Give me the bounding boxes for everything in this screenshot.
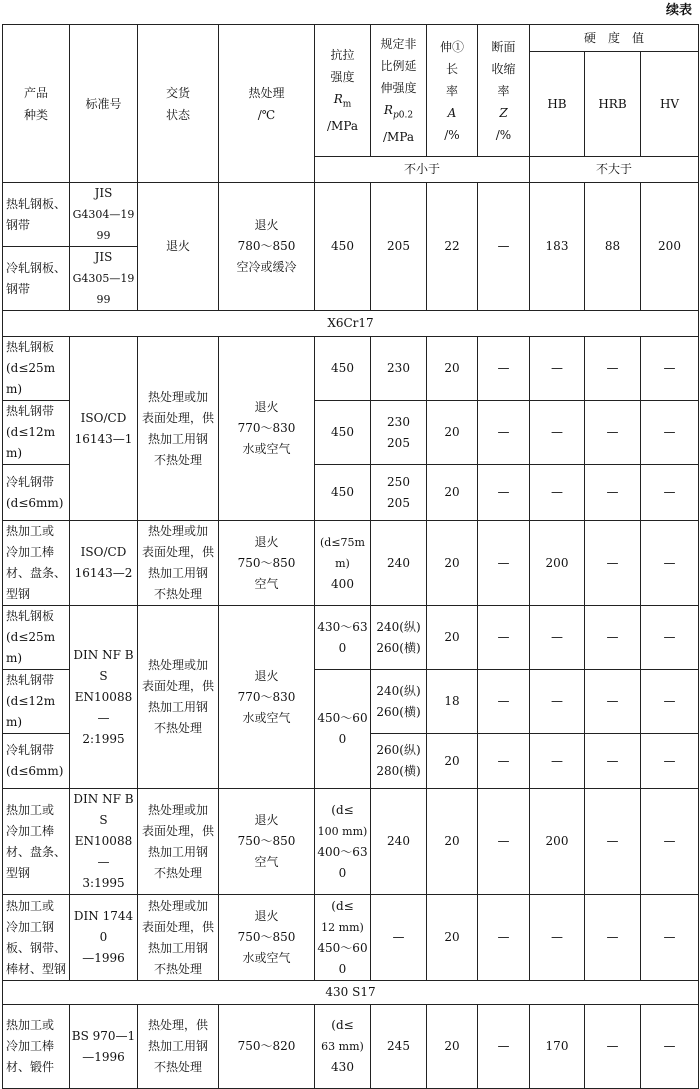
standard-cell: DIN 17440 —1996 xyxy=(70,895,138,981)
reduction-cell: — xyxy=(478,183,530,311)
standard-cell: ISO/CD 16143—2 xyxy=(70,521,138,606)
rp-cell: 205 xyxy=(371,183,427,311)
delivery-cell: 热处理或加 表面处理，供 热加工用钢 不热处理 xyxy=(138,606,219,789)
heat-treatment-cell: 退火 750～850 水或空气 xyxy=(219,895,315,981)
heat-treatment-cell: 退火 750～850 空气 xyxy=(219,789,315,895)
rp-cell: 240(纵) 260(横) xyxy=(371,670,427,734)
section-title-430s17: 430 S17 xyxy=(3,981,699,1005)
rp-cell: — xyxy=(371,895,427,981)
hv-cell: — xyxy=(641,789,699,895)
header-tensile-strength: 抗拉 强度 $R_m$ /MPa xyxy=(315,25,371,157)
table-row xyxy=(3,789,699,895)
hv-cell: — xyxy=(641,606,699,670)
section-row xyxy=(3,311,699,337)
rm-cell: (d≤75mm) 400 xyxy=(315,521,371,606)
table-row xyxy=(3,895,699,981)
hrb-cell: 88 xyxy=(585,183,641,311)
hv-cell: — xyxy=(641,465,699,521)
product-cell: 冷轧钢板、 钢带 xyxy=(3,247,70,311)
hb-cell: — xyxy=(530,670,585,734)
product-cell: 热加工或 冷加工棒 材、盘条、 型钢 xyxy=(3,521,70,606)
hv-cell: 200 xyxy=(641,183,699,311)
standard-cell: BS 970—1 —1996 xyxy=(70,1005,138,1089)
rp-cell: 230 205 xyxy=(371,401,427,465)
header-hardness: 硬 度 值 xyxy=(530,25,699,52)
hb-cell: 170 xyxy=(530,1005,585,1089)
rp-cell: 240(纵) 260(横) xyxy=(371,606,427,670)
hv-cell: — xyxy=(641,734,699,789)
hv-cell: — xyxy=(641,1005,699,1089)
rp-cell: 260(纵) 280(横) xyxy=(371,734,427,789)
hrb-cell: — xyxy=(585,521,641,606)
product-cell: 热加工或 冷加工棒 材、盘条、 型钢 xyxy=(3,789,70,895)
rm-cell: 450～600 xyxy=(315,670,371,789)
rm-cell: (d≤ 12 mm) 450～600 xyxy=(315,895,371,981)
elongation-cell: 20 xyxy=(427,734,478,789)
hb-cell: — xyxy=(530,606,585,670)
rp-cell: 240 xyxy=(371,789,427,895)
hrb-cell: — xyxy=(585,1005,641,1089)
rm-cell: 430～630 xyxy=(315,606,371,670)
delivery-cell: 热处理或加 表面处理，供 热加工用钢 不热处理 xyxy=(138,521,219,606)
elongation-cell: 20 xyxy=(427,895,478,981)
delivery-cell: 热处理或加 表面处理，供 热加工用钢 不热处理 xyxy=(138,789,219,895)
reduction-cell: — xyxy=(478,521,530,606)
hv-cell: — xyxy=(641,670,699,734)
delivery-cell: 退火 xyxy=(138,183,219,311)
table-row xyxy=(3,183,699,247)
rm-cell: 450 xyxy=(315,401,371,465)
header-not-greater-than: 不大于 xyxy=(530,157,699,183)
product-cell: 热轧钢板 (d≤25mm) xyxy=(3,337,70,401)
delivery-cell: 热处理或加 表面处理，供 热加工用钢 不热处理 xyxy=(138,337,219,521)
header-row xyxy=(3,25,699,52)
header-delivery: 交货 状态 xyxy=(138,25,219,183)
rp-cell: 240 xyxy=(371,521,427,606)
product-cell: 热轧钢板、 钢带 xyxy=(3,183,70,247)
hb-cell: — xyxy=(530,401,585,465)
standard-cell: ISO/CD 16143—1 xyxy=(70,337,138,521)
table-row xyxy=(3,1005,699,1089)
table-row xyxy=(3,337,699,401)
rm-cell: 450 xyxy=(315,465,371,521)
elongation-cell: 18 xyxy=(427,670,478,734)
product-cell: 热加工或 冷加工钢 板、钢带、 棒材、型钢 xyxy=(3,895,70,981)
product-cell: 热轧钢带 (d≤12mm) xyxy=(3,401,70,465)
hrb-cell: — xyxy=(585,895,641,981)
product-cell: 热轧钢板 (d≤25mm) xyxy=(3,606,70,670)
hb-cell: 200 xyxy=(530,789,585,895)
header-standard: 标准号 xyxy=(70,25,138,183)
heat-treatment-cell: 750～820 xyxy=(219,1005,315,1089)
product-cell: 冷轧钢带 (d≤6mm) xyxy=(3,465,70,521)
hv-cell: — xyxy=(641,895,699,981)
rp-cell: 230 xyxy=(371,337,427,401)
reduction-cell: — xyxy=(478,734,530,789)
reduction-cell: — xyxy=(478,465,530,521)
hb-cell: — xyxy=(530,337,585,401)
product-cell: 热轧钢带 (d≤12mm) xyxy=(3,670,70,734)
stainless-steel-standards-table xyxy=(2,24,699,1089)
standard-cell: DIN NF BS EN10088— 3:1995 xyxy=(70,789,138,895)
hrb-cell: — xyxy=(585,670,641,734)
table-row xyxy=(3,521,699,606)
section-row xyxy=(3,981,699,1005)
hrb-cell: — xyxy=(585,401,641,465)
section-title-x6cr17: X6Cr17 xyxy=(3,311,699,337)
reduction-cell: — xyxy=(478,1005,530,1089)
rp-cell: 250 205 xyxy=(371,465,427,521)
header-elongation: 伸① 长 率 A /% xyxy=(427,25,478,157)
hrb-cell: — xyxy=(585,789,641,895)
reduction-cell: — xyxy=(478,401,530,465)
hrb-cell: — xyxy=(585,337,641,401)
elongation-cell: 22 xyxy=(427,183,478,311)
elongation-cell: 20 xyxy=(427,789,478,895)
elongation-cell: 20 xyxy=(427,521,478,606)
elongation-cell: 20 xyxy=(427,337,478,401)
elongation-cell: 20 xyxy=(427,1005,478,1089)
hb-cell: 183 xyxy=(530,183,585,311)
product-cell: 热加工或 冷加工棒 材、锻件 xyxy=(3,1005,70,1089)
hrb-cell: — xyxy=(585,734,641,789)
heat-treatment-cell: 退火 770～830 水或空气 xyxy=(219,606,315,789)
standard-cell: JIS G4305—1999 xyxy=(70,247,138,311)
header-reduction-of-area: 断面 收缩 率 Z /% xyxy=(478,25,530,157)
continued-label: 续表 xyxy=(665,3,692,18)
hb-cell: — xyxy=(530,734,585,789)
hv-cell: — xyxy=(641,337,699,401)
heat-treatment-cell: 退火 770～830 水或空气 xyxy=(219,337,315,521)
elongation-cell: 20 xyxy=(427,606,478,670)
product-cell: 冷轧钢带 (d≤6mm) xyxy=(3,734,70,789)
reduction-cell: — xyxy=(478,606,530,670)
delivery-cell: 热处理，供 热加工用钢 不热处理 xyxy=(138,1005,219,1089)
hrb-cell: — xyxy=(585,606,641,670)
elongation-cell: 20 xyxy=(427,401,478,465)
delivery-cell: 热处理或加 表面处理，供 热加工用钢 不热处理 xyxy=(138,895,219,981)
rm-cell: (d≤ 100 mm) 400～630 xyxy=(315,789,371,895)
header-proof-strength: 规定非 比例延 伸强度 $R_{p0.2}$ /MPa xyxy=(371,25,427,157)
hb-cell: 200 xyxy=(530,521,585,606)
rm-cell: (d≤ 63 mm) 430 xyxy=(315,1005,371,1089)
hb-cell: — xyxy=(530,895,585,981)
header-hv: HV xyxy=(641,52,699,157)
reduction-cell: — xyxy=(478,895,530,981)
reduction-cell: — xyxy=(478,670,530,734)
standard-cell: JIS G4304—1999 xyxy=(70,183,138,247)
hrb-cell: — xyxy=(585,465,641,521)
heat-treatment-cell: 退火 780～850 空冷或缓冷 xyxy=(219,183,315,311)
heat-treatment-cell: 退火 750～850 空气 xyxy=(219,521,315,606)
header-hb: HB xyxy=(530,52,585,157)
hv-cell: — xyxy=(641,401,699,465)
rp-cell: 245 xyxy=(371,1005,427,1089)
hv-cell: — xyxy=(641,521,699,606)
reduction-cell: — xyxy=(478,337,530,401)
elongation-cell: 20 xyxy=(427,465,478,521)
header-product: 产品 种类 xyxy=(3,25,70,183)
header-hrb: HRB xyxy=(585,52,641,157)
reduction-cell: — xyxy=(478,789,530,895)
standard-cell: DIN NF BS EN10088— 2:1995 xyxy=(70,606,138,789)
rm-cell: 450 xyxy=(315,183,371,311)
hb-cell: — xyxy=(530,465,585,521)
header-not-less-than: 不小于 xyxy=(315,157,530,183)
header-heat-treatment: 热处理 /℃ xyxy=(219,25,315,183)
table-row xyxy=(3,606,699,670)
rm-cell: 450 xyxy=(315,337,371,401)
